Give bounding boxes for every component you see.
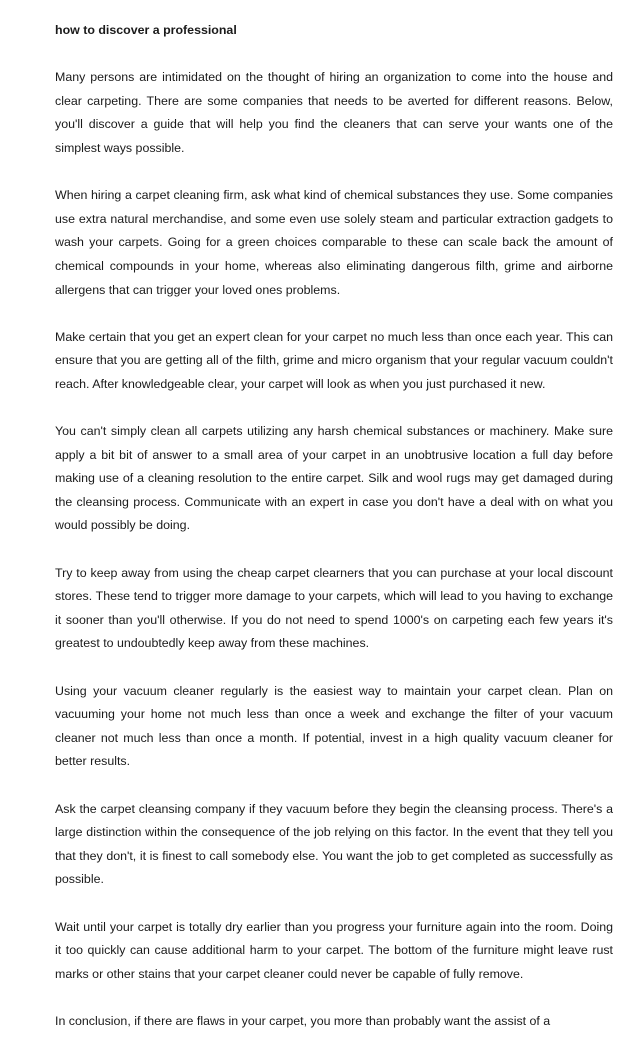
document-page	[55, 19, 613, 1057]
paragraph-3: Make certain that you get an expert clean for your carpet no much less than once each year. This can ensure that you are getting all of the filth, grime and micro organism that your regular vacuum couldn't reach. After knowledgeable clear, your carpet will look as when you just purchased it new.	[55, 329, 613, 391]
paragraph-9: In conclusion, if there are flaws in your carpet, you more than probably want the assist of a	[55, 1013, 551, 1028]
paragraph-6: Using your vacuum cleaner regularly is the easiest way to maintain your carpet clean. Plan on vacuuming your home not much less than once a week and exchange the filter of your vacuum cleaner not much less than once a month. If potential, invest in a high quality vacuum cleaner for better results.	[55, 683, 613, 769]
paragraph-4: You can't simply clean all carpets utilizing any harsh chemical substances or machinery. Make sure apply a bit bit of answer to a small area of your carpet in an unobtrusive location a full day before making use of a cleaning resolution to the entire carpet. Silk and wool rugs may get damaged during the cleansing process. Communicate with an expert in case you don't have a deal with on what you would possibly be doing.	[55, 424, 613, 533]
paragraph-1: Many persons are intimidated on the thought of hiring an organization to come into the house and clear carpeting. There are some companies that needs to be averted for different reasons. Below, you'll discover a guide that will help you find the cleaners that can serve your wants one of the simplest ways possible.	[55, 70, 613, 155]
document-title: how to discover a professional	[55, 23, 237, 37]
paragraph-5: Try to keep away from using the cheap carpet clearners that you can purchase at your local discount stores. These tend to trigger more damage to your carpets, which will lead to you having to exchange it sooner than you'll otherwise. If you do not need to spend 1000's on carpeting each few years it's greatest to undoubtedly keep away from these machines.	[55, 565, 613, 651]
paragraph-2: When hiring a carpet cleaning firm, ask what kind of chemical substances they use. Some companies use extra natural merchandise, and some even use solely steam and particular extraction gadgets to wash your carpets. Going for a green choices comparable to these can scale back the amount of chemical compounds in your home, whereas also eliminating dangerous filth, grime and airborne allergens that can trigger your loved ones problems.	[55, 188, 613, 297]
paragraph-8: Wait until your carpet is totally dry earlier than you progress your furniture again into the room. Doing it too quickly can cause additional harm to your carpet. The bottom of the furniture might leave rust marks or other stains that your carpet cleaner could never be capable of fully remove.	[55, 919, 613, 981]
paragraph-7: Ask the carpet cleansing company if they vacuum before they begin the cleansing process. There's a large distinction within the consequence of the job relying on this factor. In the event that they tell you that they don't, it is finest to call somebody else. You want the job to get completed as successfully as possible.	[55, 801, 613, 887]
